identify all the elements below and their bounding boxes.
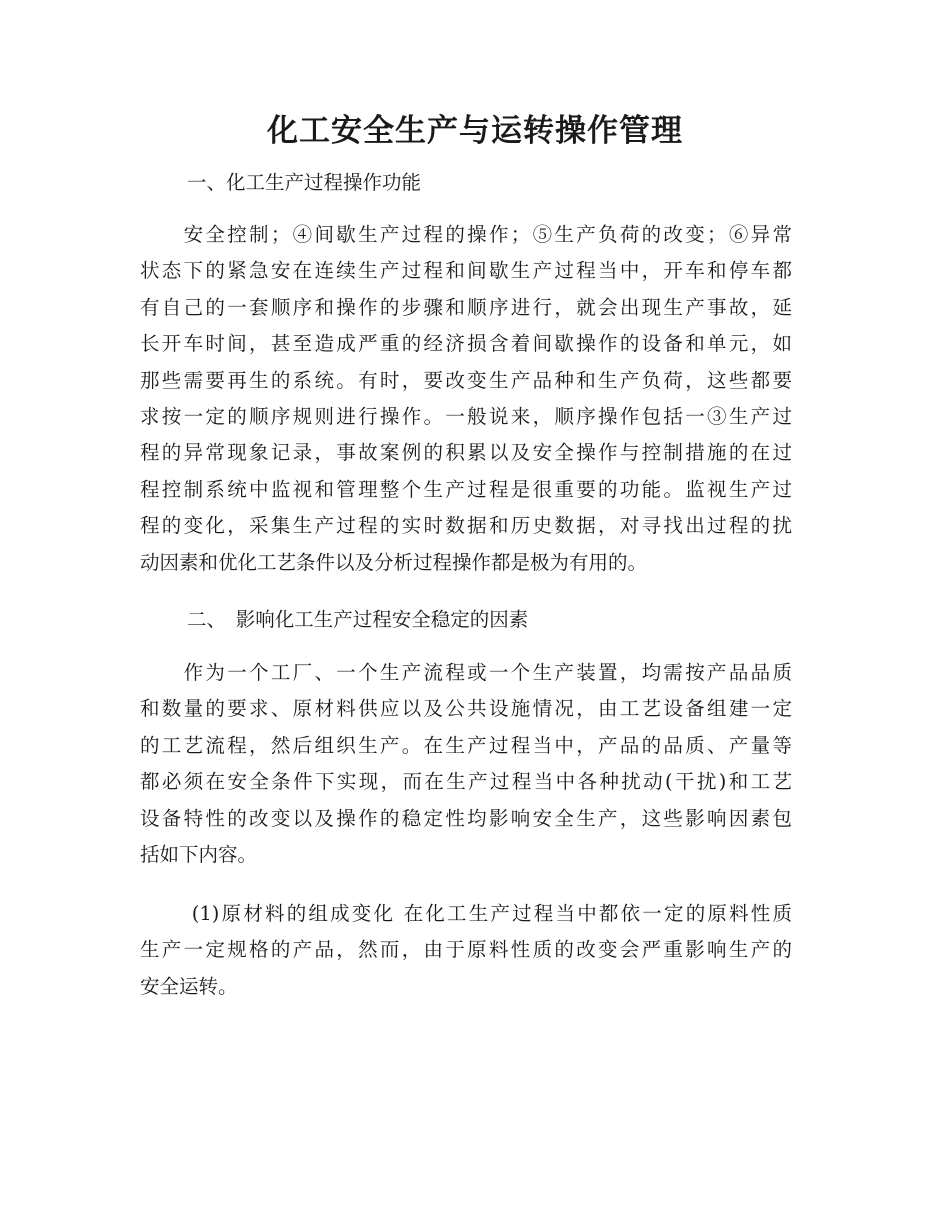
paragraph-line: 设备特性的改变以及操作的稳定性均影响安全生产，这些影响因素包 xyxy=(140,806,792,830)
paragraph-line: 生产一定规格的产品，然而，由于原料性质的改变会严重影响生产的 xyxy=(140,938,792,962)
paragraph-line: 有自己的一套顺序和操作的步骤和顺序进行，就会出现生产事故，延 xyxy=(140,295,792,319)
paragraph-line: 的工艺流程，然后组织生产。在生产过程当中，产品的品质、产量等 xyxy=(140,733,792,757)
paragraph-line: 状态下的紧急安在连续生产过程和间歇生产过程当中，开车和停车都 xyxy=(140,259,792,283)
paragraph-line: 都必须在安全条件下实现，而在生产过程当中各种扰动(干扰)和工艺 xyxy=(140,770,792,794)
paragraph-line: 程控制系统中监视和管理整个生产过程是很重要的功能。监视生产过 xyxy=(140,477,792,501)
paragraph-line: 安全控制；④间歇生产过程的操作；⑤生产负荷的改变；⑥异常 xyxy=(140,223,792,246)
section-heading-2: 二、 影响化工生产过程安全稳定的因素 xyxy=(187,608,529,631)
paragraph-line: 求按一定的顺序规则进行操作。一般说来，顺序操作包括一③生产过 xyxy=(140,405,792,429)
paragraph-3 xyxy=(140,896,792,1005)
paragraph-line: (1)原材料的组成变化 在化工生产过程当中都依一定的原料性质 xyxy=(140,902,792,925)
paragraph-2 xyxy=(140,655,792,873)
section-heading-1: 一、化工生产过程操作功能 xyxy=(187,171,422,194)
paragraph-line: 那些需要再生的系统。有时，要改变生产品种和生产负荷，这些都要 xyxy=(140,368,792,392)
paragraph-line: 作为一个工厂、一个生产流程或一个生产装置，均需按产品品质 xyxy=(140,661,792,684)
paragraph-line: 括如下内容。 xyxy=(140,843,258,867)
document-title: 化工安全生产与运转操作管理 xyxy=(267,113,683,149)
paragraph-line: 和数量的要求、原材料供应以及公共设施情况，由工艺设备组建一定 xyxy=(140,697,792,721)
paragraph-line: 程的异常现象记录，事故案例的积累以及安全操作与控制措施的在过 xyxy=(140,441,792,465)
paragraph-line: 长开车时间，甚至造成严重的经济损含着间歇操作的设备和单元，如 xyxy=(140,332,792,356)
paragraph-1 xyxy=(140,217,792,581)
paragraph-line: 动因素和优化工艺条件以及分析过程操作都是极为有用的。 xyxy=(140,550,648,574)
paragraph-line: 安全运转。 xyxy=(140,974,238,998)
paragraph-line: 程的变化，采集生产过程的实时数据和历史数据，对寻找出过程的扰 xyxy=(140,514,792,538)
